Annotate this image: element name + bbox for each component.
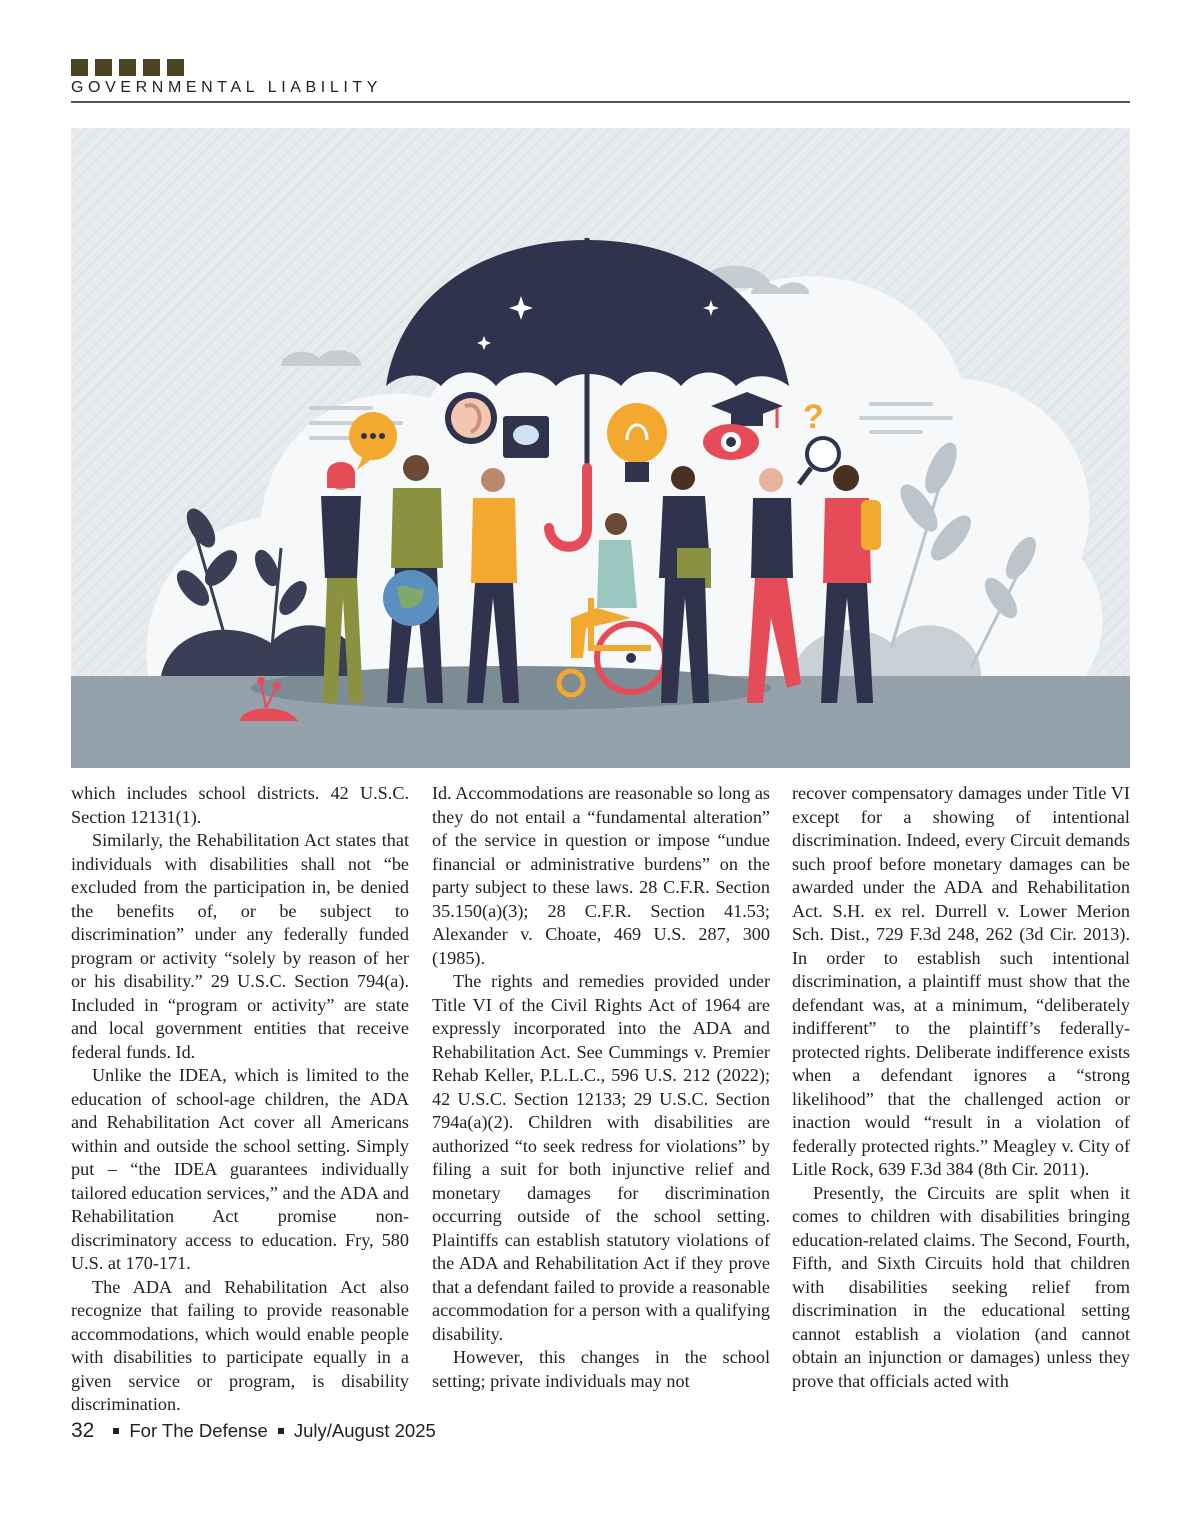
paragraph: However, this changes in the school setting; private individuals may not (432, 1347, 770, 1391)
header-rule (71, 101, 1130, 103)
footer-separator (113, 1428, 119, 1434)
paragraph: The rights and remedies provided under Title VI of the Civil Rights Act of 1964 are expressly incorporated into the ADA and Rehabilitation Act. See Cummings v. Premier Rehab Keller, P.L.L.C., 596 U.S. 212 (2022); 42 U.S.C. Section 12133; 29 U.S.C. Section 794a(a)(2). Children with disabilities are authorized “to seek redress for violations” by filing a suit for both injunctive relief and monetary damages for discrimination occurring outside of the school setting. Plaintiffs can establish statutory violations of the ADA and Rehabilitation Act if they prove that a defendant failed to provide a reasonable accommodation for a person with a qualifying disability. (432, 971, 770, 1344)
paragraph: The ADA and Rehabilitation Act also recognize that failing to provide reasonable accommodations, which would enable people with disabilities to participate equally in a given service or program, is disability discrimination. (71, 1276, 409, 1414)
paragraph: recover compensatory damages under Title VI except for a showing of intentional discrimination. Indeed, every Circuit demands such proof before monetary damages can be awarded under the ADA and Rehabilitation Act. S.H. ex rel. Durrell v. Lower Merion Sch. Dist., 729 F.3d 248, 262 (3d Cir. 2013). In order to establish such intentional discrimination, a plaintiff must show that the defendant was, at a minimum, “deliberately indifferent” to the plaintiff’s federally-protected rights. Deliberate indifference exists when a defendant ignores a “strong likelihood” that the challenged action or inaction would “result in a violation of federally protected rights.” Meagley v. City of Litle Rock, 639 F.3d 384 (8th Cir. 2011). (792, 783, 1130, 1179)
text-column-2 (432, 782, 770, 1393)
page-footer (71, 1419, 436, 1443)
question-mark-icon (803, 398, 824, 436)
marker-square (143, 59, 160, 76)
marker-square (71, 59, 88, 76)
article-illustration (71, 128, 1130, 768)
text-column-1 (71, 782, 409, 1417)
section-marker-squares (71, 59, 184, 76)
eye-icon (703, 424, 759, 460)
footer-separator (278, 1428, 284, 1434)
marker-square (119, 59, 136, 76)
section-label: GOVERNMENTAL LIABILITY (71, 79, 383, 96)
paragraph: Similarly, the Rehabilitation Act states that individuals with disabilities shall not “be excluded from the participation in, be denied the benefits of, or be subject to discrimination” under any federally funded program or activity “solely by reason of her or his disability.” 29 U.S.C. Section 794(a). Included in “program or activity” are state and local government entities that receive federal funds. Id. (71, 830, 409, 1062)
text-column-3 (792, 782, 1130, 1393)
ear-icon (445, 392, 497, 444)
marker-square (167, 59, 184, 76)
brain-icon (503, 416, 549, 458)
svg-text:?: ? (803, 398, 824, 436)
paragraph: Presently, the Circuits are split when it comes to children with disabilities bringing education-related claims. The Second, Fourth, Fifth, and Sixth Circuits hold that children with disabilities seeking relief from discrimination in the educational setting cannot establish a violation (and cannot obtain an injunction or damages) unless they prove that officials acted with (792, 1182, 1130, 1391)
illustration-svg (71, 128, 1130, 768)
publication-name: For The Defense (129, 1420, 268, 1441)
paragraph: Unlike the IDEA, which is limited to the education of school-age children, the ADA and Rehabilitation Act cover all Americans within and outside the school setting. Simply put – “the IDEA guarantees individually tailored education services,” and the ADA and Rehabilitation Act promise non-discriminatory access to education. Fry, 580 U.S. at 170-171. (71, 1065, 409, 1273)
paragraph: which includes school districts. 42 U.S.C. Section 12131(1). (71, 783, 409, 827)
page-number: 32 (71, 1419, 95, 1442)
paragraph: Id. Accommodations are reasonable so long as they do not entail a “fundamental alteration” of the service in question or impose “undue financial or administrative burdens” on the party subject to these laws. 28 C.F.R. Section 35.150(a)(3); 28 C.F.R. Section 41.53; Alexander v. Choate, 469 U.S. 287, 300 (1985). (432, 783, 770, 968)
issue-date: July/August 2025 (293, 1420, 436, 1441)
marker-square (95, 59, 112, 76)
